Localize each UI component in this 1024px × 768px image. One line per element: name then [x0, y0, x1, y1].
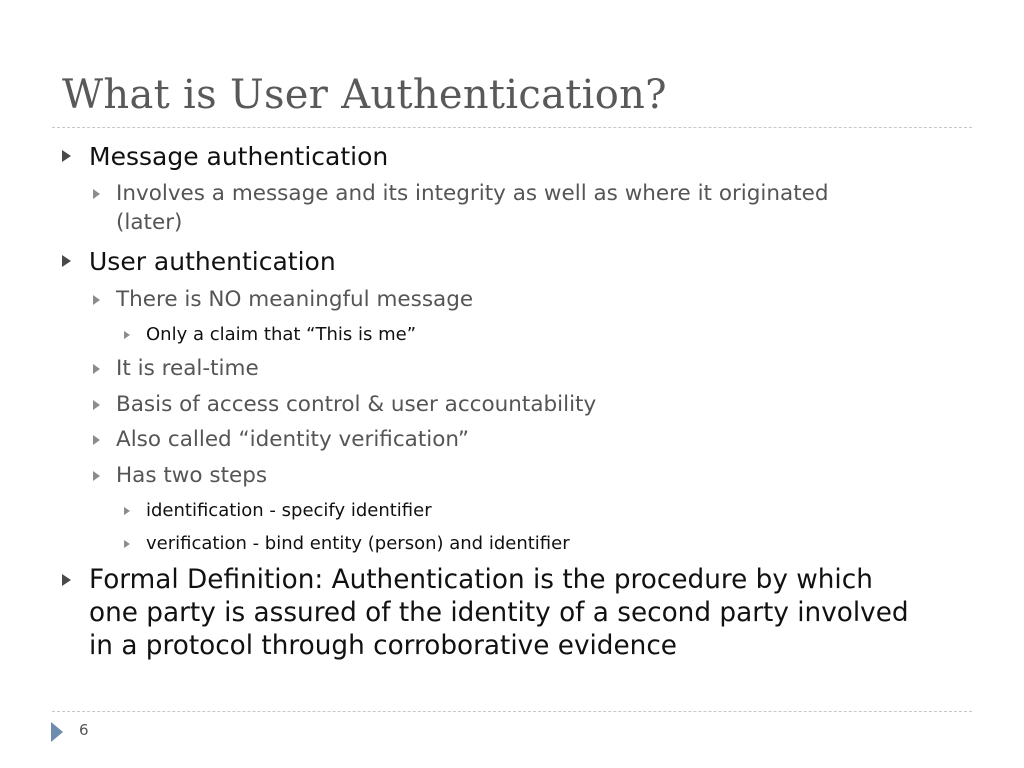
- sub-bullet-text: Also called “identity verification”: [116, 427, 469, 452]
- bullet-text: Message authentication: [89, 142, 389, 171]
- sub-bullet-text-line: (later): [116, 210, 183, 235]
- triangle-right-icon: [124, 331, 130, 339]
- sub-bullet-text: There is NO meaningful message: [116, 287, 474, 312]
- page-number: 6: [79, 721, 89, 739]
- sub-bullet-no-message: [93, 285, 473, 314]
- title-divider: [52, 127, 972, 128]
- triangle-right-icon: [124, 507, 130, 515]
- sub-bullet-text: It is real-time: [116, 356, 259, 381]
- sub-bullet-identity-verification: [93, 425, 469, 454]
- sub-bullet-real-time: [93, 354, 259, 383]
- sub-bullet-message-integrity: [93, 179, 829, 237]
- slide-title: What is User Authentication?: [62, 72, 667, 118]
- triangle-right-icon: [62, 255, 71, 267]
- sub-bullet-text-line: Involves a message and its integrity as well as where it originated: [116, 181, 829, 206]
- bullet-text-line: one party is assured of the identity of a second party involved: [89, 598, 909, 628]
- bullet-text: User authentication: [89, 247, 336, 276]
- triangle-right-icon: [93, 189, 100, 199]
- sub-sub-bullet-verification: [124, 532, 570, 555]
- bullet-message-authentication: [62, 140, 388, 173]
- triangle-right-icon: [62, 150, 71, 162]
- sub-sub-bullet-identification: [124, 499, 432, 522]
- bullet-text-line: in a protocol through corroborative evidence: [89, 631, 677, 661]
- sub-bullet-two-steps: [93, 461, 267, 490]
- sub-sub-bullet-claim: [124, 323, 416, 346]
- triangle-right-icon: [93, 400, 100, 410]
- triangle-right-icon: [93, 364, 100, 374]
- triangle-right-icon: [93, 435, 100, 445]
- sub-sub-bullet-text: Only a claim that “This is me”: [146, 324, 417, 345]
- sub-sub-bullet-text: identification - specify identifier: [146, 500, 432, 521]
- sub-bullet-text: Has two steps: [116, 463, 268, 488]
- footer-triangle-icon: [51, 722, 63, 742]
- sub-sub-bullet-text: verification - bind entity (person) and identifier: [146, 533, 570, 554]
- triangle-right-icon: [124, 540, 130, 548]
- bullet-text-line: Formal Definition: Authentication is the procedure by which: [89, 565, 873, 595]
- bullet-formal-definition: [62, 564, 909, 663]
- sub-bullet-text: Basis of access control & user accountability: [116, 392, 597, 417]
- bullet-text-block: [89, 564, 909, 663]
- triangle-right-icon: [93, 295, 100, 305]
- footer-divider: [52, 711, 972, 712]
- sub-bullet-access-control: [93, 390, 596, 419]
- triangle-right-icon: [93, 471, 100, 481]
- triangle-right-icon: [62, 574, 71, 586]
- sub-bullet-text-block: [116, 179, 829, 237]
- bullet-user-authentication: [62, 245, 336, 278]
